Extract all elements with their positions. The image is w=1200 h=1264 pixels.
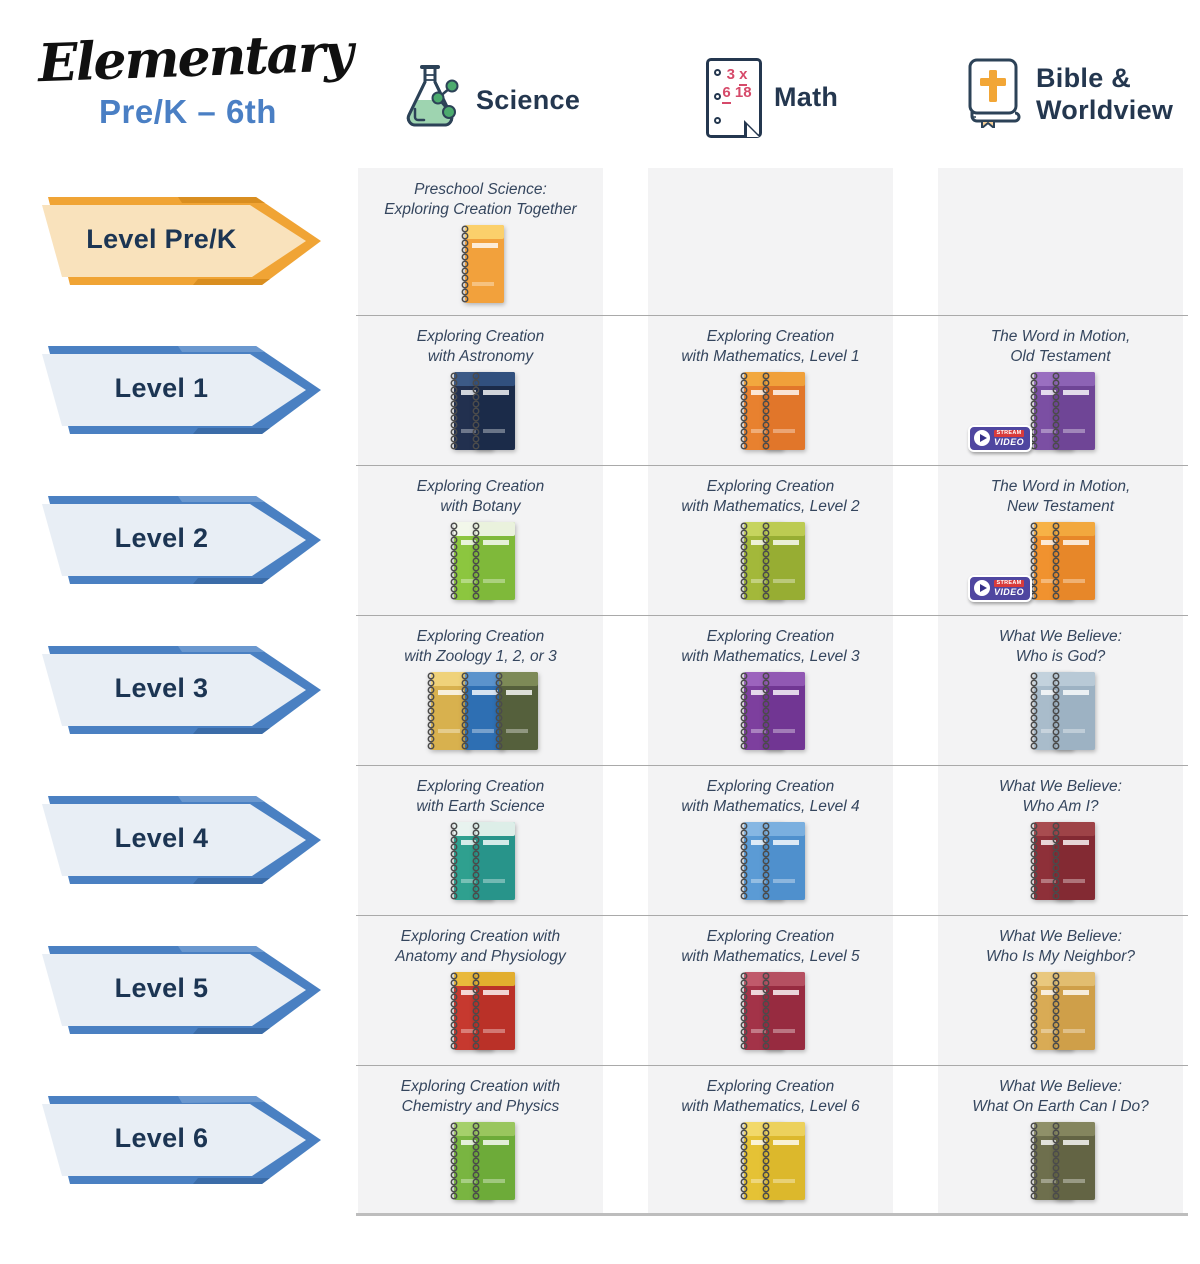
cell-l1-bible	[938, 316, 1183, 462]
book-title: Exploring Creation with Mathematics, Level 3	[681, 628, 860, 666]
cell-l5-science	[358, 916, 603, 1062]
streaming-video-badge: STREAM VIDEO	[968, 425, 1032, 453]
page-subtitle: Pre/K – 6th	[99, 93, 277, 130]
cell-l4-bible	[938, 766, 1183, 912]
level-label: Level 4	[114, 822, 209, 853]
level-1-arrow	[38, 342, 323, 438]
level-2-arrow	[38, 492, 323, 588]
cell-l6-bible	[938, 1066, 1183, 1212]
streaming-video-badge: STREAM VIDEO	[968, 575, 1032, 603]
book-cover-image	[648, 819, 893, 903]
cell-l1-science	[358, 316, 603, 462]
flask-icon	[398, 58, 464, 143]
book-cover-image	[648, 1119, 893, 1203]
cell-l3-science	[358, 616, 603, 762]
column-label-science: Science	[476, 84, 581, 115]
book-title: Exploring Creation with Mathematics, Level 2	[681, 478, 860, 516]
level-label: Level Pre/K	[86, 223, 237, 254]
column-label-bible: Bible & Worldview	[1036, 63, 1174, 125]
cell-l1-math	[648, 316, 893, 462]
book-cover-image	[358, 669, 603, 753]
level-prek-arrow	[38, 193, 323, 289]
book-cover-image	[938, 969, 1183, 1053]
level-label: Level 6	[114, 1122, 209, 1153]
level-5-arrow	[38, 942, 323, 1038]
book-title: Exploring Creation with Mathematics, Level 1	[681, 328, 860, 366]
book-title: Exploring Creation with Astronomy	[416, 328, 545, 366]
cell-l2-science	[358, 466, 603, 612]
column-label-math: Math	[774, 82, 839, 113]
grid-bottom-border	[356, 1213, 1188, 1216]
book-cover-image	[358, 222, 603, 306]
play-icon	[974, 580, 990, 596]
book-title: What We Believe: Who Is My Neighbor?	[985, 928, 1136, 966]
cell-l5-math	[648, 916, 893, 1062]
book-cover-image	[358, 1119, 603, 1203]
book-title: Exploring Creation with Zoology 1, 2, or 3	[404, 628, 557, 666]
book-title: What We Believe: Who Am I?	[999, 778, 1122, 816]
book-title: What We Believe: What On Earth Can I Do?	[972, 1078, 1149, 1116]
book-cover-image	[648, 669, 893, 753]
page-title: Elementary	[37, 22, 353, 95]
book-cover-image	[648, 519, 893, 603]
level-label: Level 2	[114, 522, 209, 553]
book-title: The Word in Motion, Old Testament	[990, 328, 1131, 366]
book-title: The Word in Motion, New Testament	[990, 478, 1131, 516]
column-header-math	[706, 58, 838, 138]
cell-l3-math	[648, 616, 893, 762]
book-title: Exploring Creation with Mathematics, Level 4	[681, 778, 860, 816]
book-cover-image	[358, 819, 603, 903]
level-3-arrow	[38, 642, 323, 738]
play-icon	[974, 430, 990, 446]
book-cover-image	[648, 369, 893, 453]
book-cover-image	[358, 969, 603, 1053]
cell-l6-math	[648, 1066, 893, 1212]
level-label: Level 5	[114, 972, 209, 1003]
book-cover-image	[938, 819, 1183, 903]
cell-l2-bible	[938, 466, 1183, 612]
book-title: Exploring Creation with Mathematics, Level 5	[681, 928, 860, 966]
book-cover-image	[358, 369, 603, 453]
bible-icon	[962, 56, 1024, 133]
book-cover-image	[938, 1119, 1183, 1203]
cell-l2-math	[648, 466, 893, 612]
cell-l5-bible	[938, 916, 1183, 1062]
math-worksheet-icon	[706, 58, 762, 138]
book-cover-image	[938, 669, 1183, 753]
cell-l6-science	[358, 1066, 603, 1212]
book-title: Exploring Creation with Mathematics, Level 6	[681, 1078, 860, 1116]
book-title: Exploring Creation with Chemistry and Physics	[400, 1078, 561, 1116]
cell-l3-bible	[938, 616, 1183, 762]
brand-block	[37, 22, 353, 131]
book-title: Exploring Creation with Botany	[416, 478, 545, 516]
level-label: Level 3	[114, 672, 209, 703]
book-title: Preschool Science: Exploring Creation Together	[384, 181, 577, 219]
level-6-arrow	[38, 1092, 323, 1188]
cell-l4-math	[648, 766, 893, 912]
cell-prek-science	[358, 169, 603, 315]
level-label: Level 1	[114, 372, 209, 403]
cell-l4-science	[358, 766, 603, 912]
book-title: Exploring Creation with Earth Science	[416, 778, 545, 816]
book-cover-image	[648, 969, 893, 1053]
column-header-science	[398, 58, 580, 143]
math-problem: 3 x 6 18	[722, 66, 752, 102]
book-title: What We Believe: Who is God?	[999, 628, 1122, 666]
book-title: Exploring Creation with Anatomy and Physiology	[395, 928, 566, 966]
level-4-arrow	[38, 792, 323, 888]
column-header-bible	[962, 56, 1186, 133]
book-cover-image	[358, 519, 603, 603]
